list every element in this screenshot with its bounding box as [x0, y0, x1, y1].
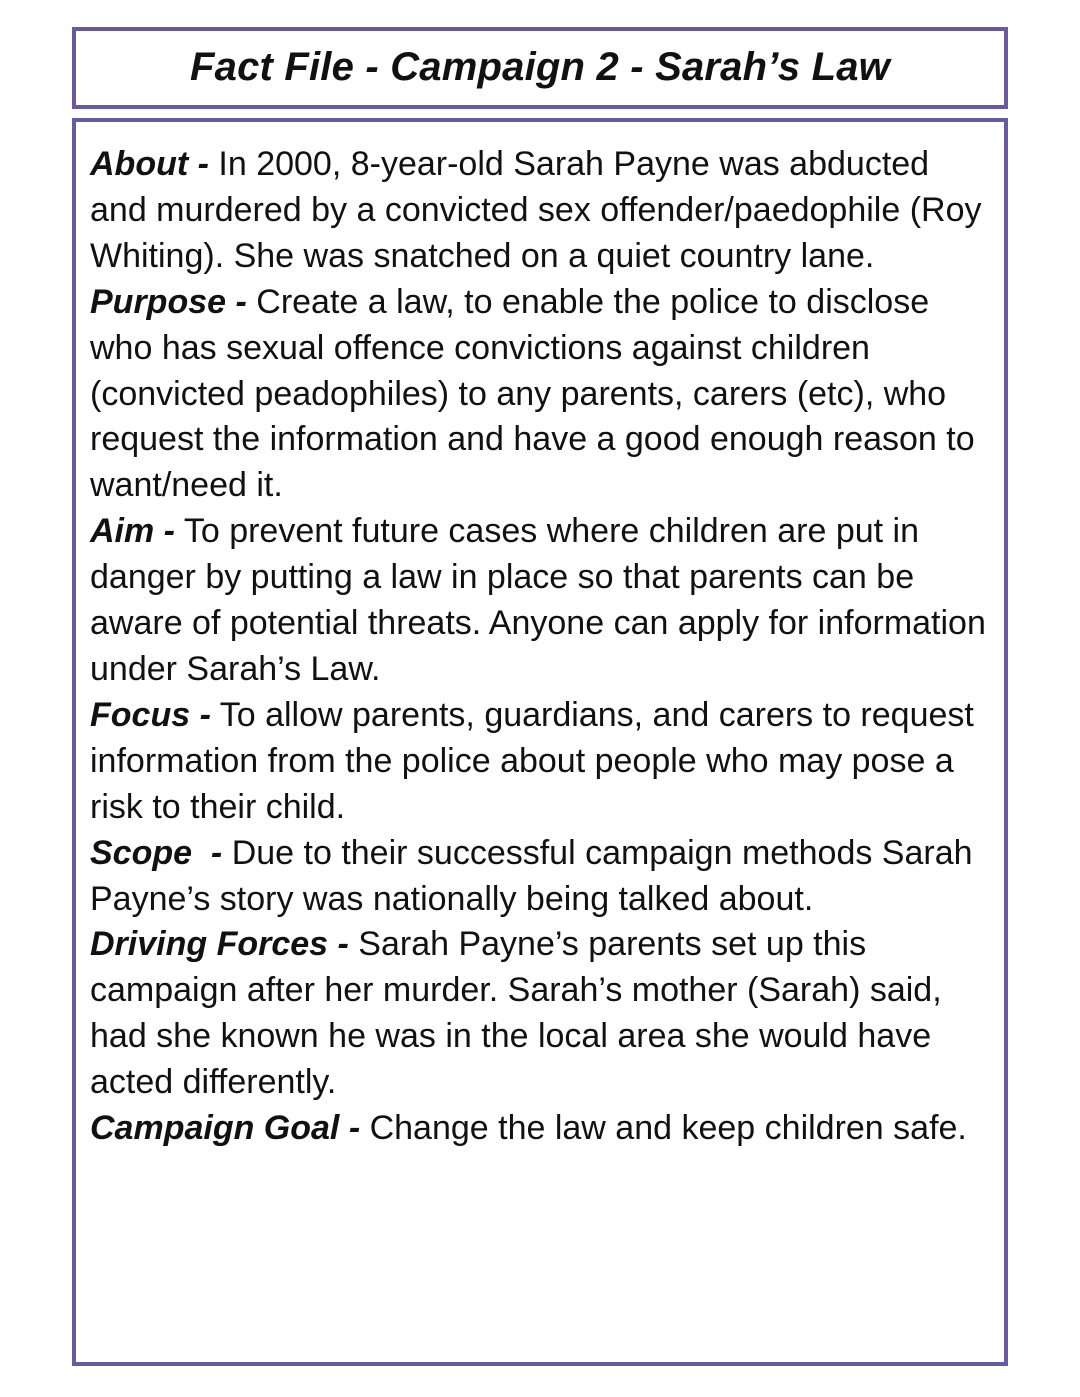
entry-driving-forces — [90, 922, 990, 1106]
entry-campaign-goal — [90, 1106, 990, 1152]
entry-text: Change the law and keep children safe. — [360, 1109, 967, 1148]
entry-label: Purpose - — [90, 282, 247, 321]
entry-aim — [90, 509, 990, 693]
entry-text: Create a law, to enable the police to disclose who has sexual offence convictions against children (convicted peadophiles) to any parents, carers (etc), who request the information and have a good enough reason to want/need it. — [90, 282, 975, 505]
entry-text: Sarah Payne’s parents set up this campaign after her murder. Sarah’s mother (Sarah) said, had she known he was in the local area she would have acted differently. — [90, 925, 942, 1102]
entry-text: In 2000, 8-year-old Sarah Payne was abducted and murdered by a convicted sex offender/paedophile (Roy Whiting). She was snatched on a quiet country lane. — [90, 145, 982, 275]
entry-label: Focus - — [90, 695, 211, 734]
entry-scope — [90, 831, 990, 923]
entry-label: Scope - — [90, 833, 223, 872]
entry-purpose — [90, 280, 990, 510]
title-box — [72, 27, 1008, 109]
entry-focus — [90, 693, 990, 831]
entry-text: To allow parents, guardians, and carers to request information from the police about people who may pose a risk to their child. — [90, 695, 974, 826]
entry-label: Campaign Goal - — [90, 1109, 361, 1148]
entry-about — [90, 142, 990, 280]
entry-text: Due to their successful campaign methods Sarah Payne’s story was nationally being talked about. — [90, 833, 973, 918]
fact-file-content — [72, 118, 1008, 1366]
entry-label: Aim - — [90, 512, 175, 551]
entry-label: Driving Forces - — [90, 925, 349, 964]
page-title: Fact File - Campaign 2 - Sarah’s Law — [190, 44, 890, 89]
entry-text: To prevent future cases where children are put in danger by putting a law in place so that parents can be aware of potential threats. Anyone can apply for information under Sarah’s Law. — [90, 512, 986, 688]
entry-label: About - — [90, 145, 209, 183]
